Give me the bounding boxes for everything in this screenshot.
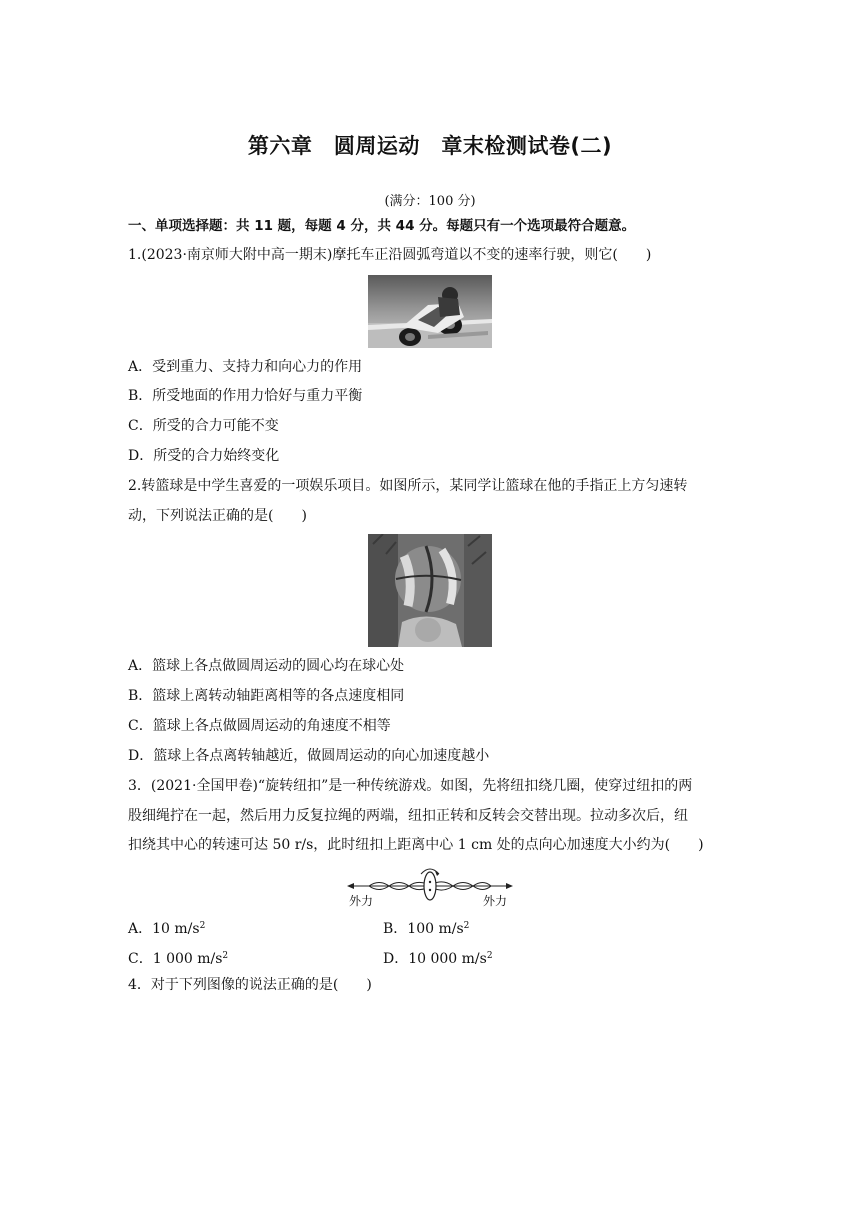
- q1-option-c: C．所受的合力可能不变: [128, 418, 279, 434]
- score-note: (满分：100 分): [384, 194, 476, 209]
- q3-stem-line1: 3．(2021·全国甲卷)“旋转纽扣”是一种传统游戏。如图，先将纽扣绕几圈，使穿过纽扣的两: [128, 778, 693, 794]
- basketball-photo: [368, 534, 492, 647]
- q2-option-b: B．篮球上离转动轴距离相等的各点速度相同: [128, 688, 405, 704]
- right-force-label: 外力: [483, 894, 508, 908]
- section-heading: 一、单项选择题：共 11 题，每题 4 分，共 44 分。每题只有一个选项最符合题意。: [128, 218, 636, 234]
- q2-stem-line1: 2.转篮球是中学生喜爱的一项娱乐项目。如图所示，某同学让篮球在他的手指正上方匀速转: [128, 478, 688, 494]
- q2-stem-line2: 动，下列说法正确的是( ): [128, 508, 307, 524]
- q2-option-c: C．篮球上各点做圆周运动的角速度不相等: [128, 718, 391, 734]
- q2-option-d: D．篮球上各点离转轴越近，做圆周运动的向心加速度越小: [128, 748, 490, 764]
- q3-option-d: D．10 000 $m/s^2$: [383, 951, 493, 967]
- q1-stem: 1.(2023·南京师大附中高一期末)摩托车正沿圆弧弯道以不变的速率行驶，则它( ): [128, 247, 652, 263]
- page-title: 第六章 圆周运动 章末检测试卷(二): [247, 134, 613, 158]
- q3-option-c: C．1 000 $m/s^2$: [128, 951, 229, 967]
- q4-stem: 4．对于下列图像的说法正确的是( ): [128, 977, 372, 993]
- q3-option-a: A．10 $m/s^2$: [128, 921, 206, 937]
- q2-option-a: A．篮球上各点做圆周运动的圆心均在球心处: [128, 658, 405, 674]
- motorcycle-photo: [368, 275, 492, 348]
- left-force-label: 外力: [349, 894, 374, 908]
- q1-option-b: B．所受地面的作用力恰好与重力平衡: [128, 388, 363, 404]
- q1-option-d: D．所受的合力始终变化: [128, 448, 280, 464]
- button-spinner-diagram: [345, 862, 515, 910]
- q3-option-b: B．100 $m/s^2$: [383, 921, 470, 937]
- q3-stem-line2: 股细绳拧在一起，然后用力反复拉绳的两端，纽扣正转和反转会交替出现。拉动多次后，纽: [128, 808, 688, 824]
- q1-option-a: A．受到重力、支持力和向心力的作用: [128, 359, 363, 375]
- q3-stem-line3: 扣绕其中心的转速可达 50 r/s，此时纽扣上距离中心 1 cm 处的点向心加速度大小约为( ): [128, 837, 704, 853]
